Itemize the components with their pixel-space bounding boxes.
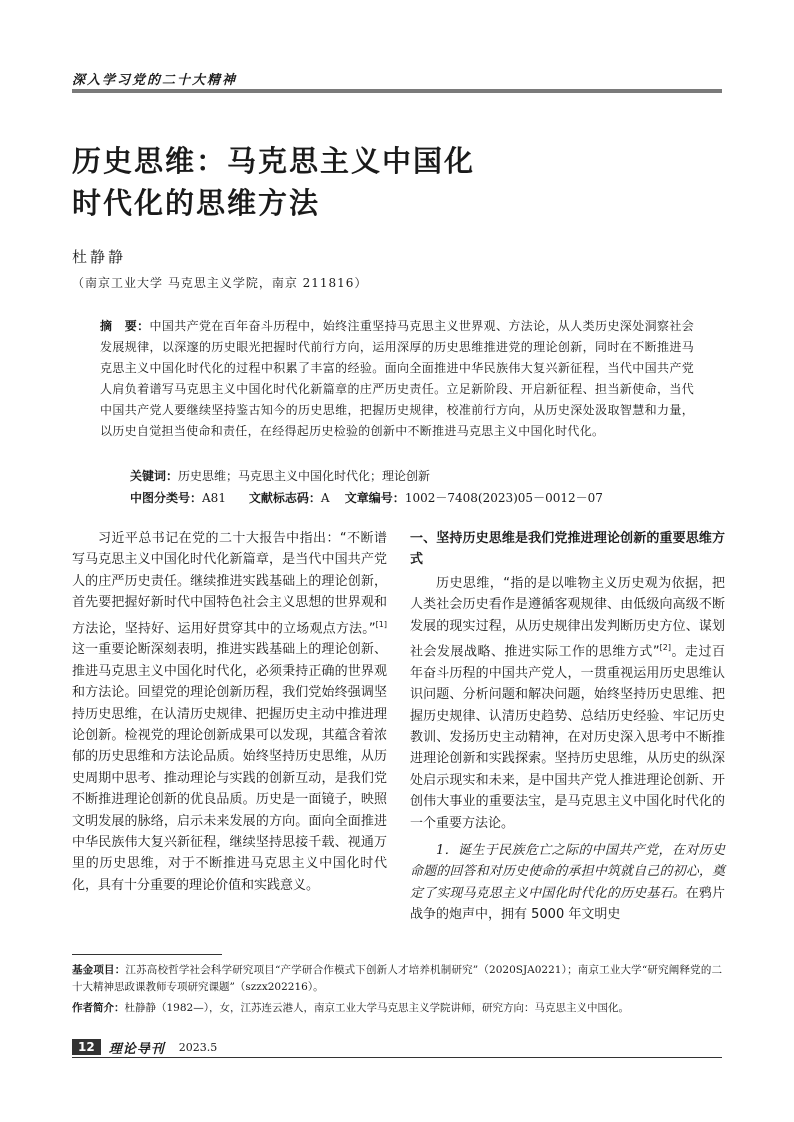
citation-ref[interactable]: [2] [659, 643, 671, 653]
body-paragraph: 习近平总书记在党的二十大报告中指出：“不断谱写马克思主义中国化时代化新篇章，是当代中国共产党人的庄严历史责任。继续推进实践基础上的理论创新，首先要把握好新时代中国特色社会主义思想的世界观和方法论，坚持好、运用好贯穿其中的立场观点方法。”[1]这一重要论断深刻表明，推进实践基础上的理论创新、推进马克思主义中国化时代化，必须秉持正确的世界观和方法论。回望党的理论创新历程，我们党始终强调坚持历史思维，在认清历史规律、把握历史主动中推进理论创新。检视党的理论创新成果可以发现，其蕴含着浓郁的历史思维和方法论品质。始终坚持历史思维，从历史周期中思考、推动理论与实践的创新互动，是我们党不断推进理论创新的优良品质。历史是一面镜子，映照文明发展的脉络，启示未来发展的方向。面向全面推进中华民族伟大复兴新征程，继续坚持思接千载、视通万里的历史思维，对于不断推进马克思主义中国化时代化，具有十分重要的理论价值和实践意义。 [72, 531, 387, 893]
abstract [100, 316, 694, 442]
article-id-label: 文章编号： [344, 491, 405, 505]
bio-label: 作者简介： [72, 1002, 125, 1014]
journal-issue: 2023.5 [178, 1040, 218, 1054]
article-title [72, 140, 475, 224]
footer-rule [72, 1057, 722, 1058]
keywords-label: 关键词： [130, 469, 179, 483]
journal-name: 理论导刊 [108, 1041, 165, 1057]
doc-code-label: 文献标志码： [248, 491, 321, 505]
keywords-text: 历史思维；马克思主义中国化时代化；理论创新 [178, 469, 431, 483]
abstract-label: 摘 要： [100, 319, 150, 333]
clc-label: 中图分类号： [130, 491, 203, 505]
bio-text: 杜静静（1982—），女，江苏连云港人，南京工业大学马克思主义学院讲师，研究方向：马克思主义中国化。 [124, 1002, 629, 1014]
page-footer [72, 1038, 217, 1056]
doc-code-value: A [320, 491, 330, 505]
author-affiliation: （南京工业大学 马克思主义学院，南京 211816） [72, 276, 368, 290]
section-heading: 一、坚持历史思维是我们党推进理论创新的重要思维方式 [410, 531, 725, 568]
author-name: 杜静静 [72, 248, 127, 266]
subsection-paragraph: 1．诞生于民族危亡之际的中国共产党，在对历史命题的回答和对历史使命的承担中筑就自己的初心，奠定了实现马克思主义中国化时代化的历史基石。在鸦片战争的炮声中，拥有 5000 年文明史 [410, 843, 725, 923]
footnote-rule [72, 954, 222, 955]
citation-ref[interactable]: [1] [375, 619, 387, 629]
author-bio-note [72, 1000, 722, 1017]
running-header: 深入学习党的二十大精神 [72, 73, 238, 88]
funding-text: 江苏高校哲学社会科学研究项目“产学研合作模式下创新人才培养机制研究”（2020SJA0221）；南京工业大学“研究阐释党的二十大精神思政课教师专项研究课题”（szzx202216）。 [72, 964, 723, 993]
body-paragraph: 历史思维，“指的是以唯物主义历史观为依据，把人类社会历史看作是遵循客观规律、由低级向高级不断发展的现实过程，从历史规律出发判断历史方位、谋划社会发展战略、推进实际工作的思维方式”[2]。走过百年奋斗历程的中国共产党人，一贯重视运用历史思维认识问题、分析问题和解决问题，始终坚持历史思维、把握历史规律、认清历史趋势、总结历史经验、牢记历史教训、发扬历史主动精神，在对历史深入思考中不断推进理论创新和实践探索。坚持历史思维，从历史的纵深处启示现实和未来，是中国共产党人推进理论创新、开创伟大事业的重要法宝，是马克思主义中国化时代化的一个重要方法论。 [410, 575, 725, 831]
left-column [72, 528, 387, 896]
title-line-2: 时代化的思维方法 [72, 186, 321, 220]
classification-line [130, 488, 603, 508]
header-rule [72, 89, 722, 93]
title-line-1: 历史思维：马克思主义中国化 [72, 144, 476, 178]
page-number: 12 [72, 1039, 101, 1055]
right-column [410, 528, 725, 926]
article-id-value: 1002－7408(2023)05－0012－07 [404, 491, 603, 505]
funding-note [72, 962, 722, 996]
clc-value: A81 [202, 491, 226, 505]
keywords [130, 466, 430, 486]
funding-label: 基金项目： [72, 964, 126, 976]
abstract-text: 中国共产党在百年奋斗历程中，始终注重坚持马克思主义世界观、方法论，从人类历史深处洞察社会发展规律，以深邃的历史眼光把握时代前行方向，运用深厚的历史思维推进党的理论创新，同时在不断推进马克思主义中国化时代化的过程中积累了丰富的经验。面向全面推进中华民族伟大复兴新征程，当代中国共产党人肩负着谱写马克思主义中国化时代化新篇章的庄严历史责任。立足新阶段、开启新征程、担当新使命，当代中国共产党人要继续坚持鉴古知今的历史思维，把握历史规律，校准前行方向，从历史深处汲取智慧和力量，以历史自觉担当使命和责任，在经得起历史检验的创新中不断推进马克思主义中国化时代化。 [100, 319, 694, 438]
